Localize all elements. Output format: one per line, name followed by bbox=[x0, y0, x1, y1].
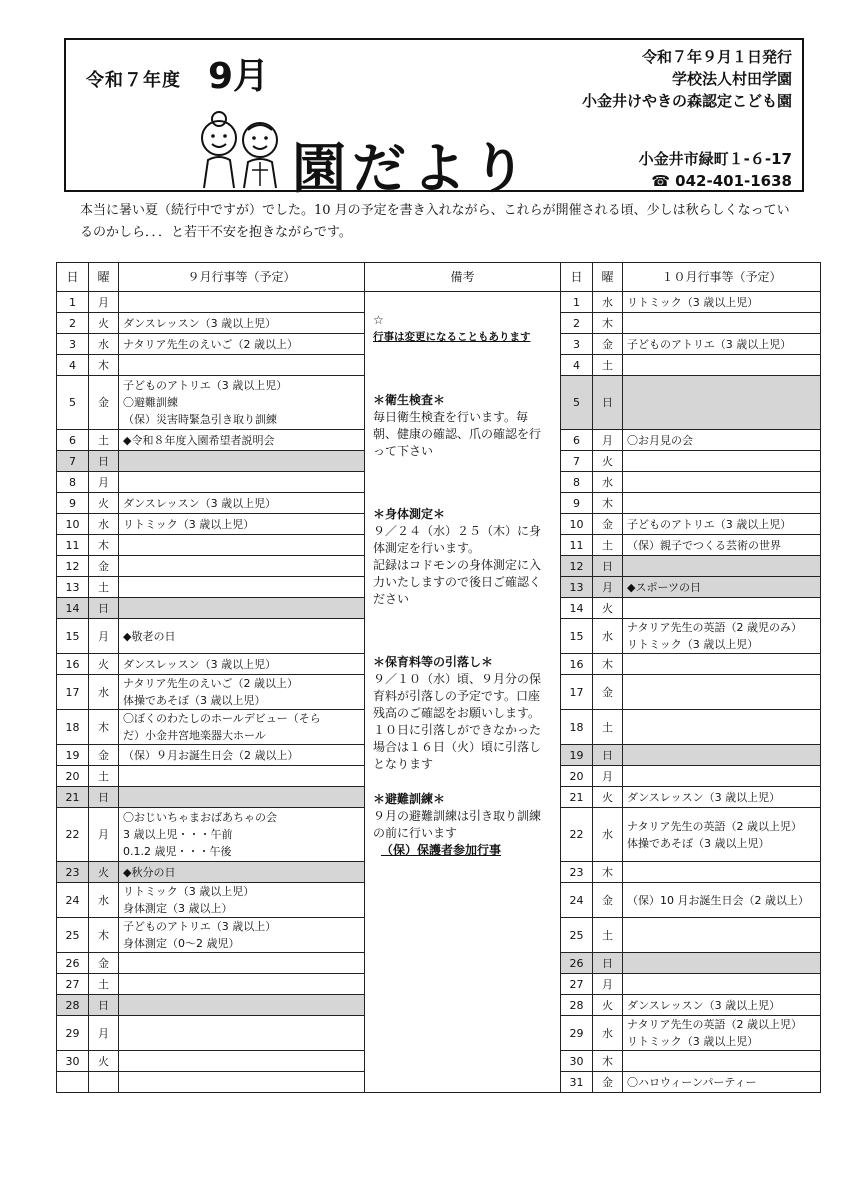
oct-weekday-cell: 日 bbox=[593, 953, 623, 974]
oct-event-cell bbox=[623, 918, 821, 953]
sep-day-cell: 20 bbox=[57, 766, 89, 787]
oct-day-cell: 13 bbox=[561, 577, 593, 598]
sep-weekday-cell bbox=[89, 1072, 119, 1093]
sep-day-cell: 17 bbox=[57, 675, 89, 710]
oct-event-cell bbox=[623, 493, 821, 514]
sep-event-cell bbox=[119, 953, 365, 974]
oct-weekday-cell: 木 bbox=[593, 313, 623, 334]
notes-column bbox=[365, 292, 561, 1093]
oct-weekday-cell: 日 bbox=[593, 745, 623, 766]
sep-weekday-cell: 水 bbox=[89, 883, 119, 918]
sep-event-cell bbox=[119, 598, 365, 619]
oct-event-cell: ダンスレッスン（3 歳以上児） bbox=[623, 995, 821, 1016]
sep-weekday-cell: 月 bbox=[89, 292, 119, 313]
oct-weekday-cell: 水 bbox=[593, 472, 623, 493]
sep-day-cell: 30 bbox=[57, 1051, 89, 1072]
schedule-table bbox=[56, 262, 821, 1093]
sep-event-cell: リトミック（3 歳以上児） 身体測定（3 歳以上） bbox=[119, 883, 365, 918]
oct-weekday-cell: 月 bbox=[593, 974, 623, 995]
oct-event-cell: （保）親子でつくる芸術の世界 bbox=[623, 535, 821, 556]
oct-event-cell: 〇お月見の会 bbox=[623, 430, 821, 451]
sep-day-cell: 25 bbox=[57, 918, 89, 953]
oct-day-cell: 14 bbox=[561, 598, 593, 619]
sep-event-cell bbox=[119, 355, 365, 376]
oct-day-header: 日 bbox=[561, 263, 593, 292]
oct-event-cell: 子どものアトリエ（3 歳以上児） bbox=[623, 514, 821, 535]
oct-weekday-cell: 日 bbox=[593, 376, 623, 430]
sep-event-cell: ダンスレッスン（3 歳以上児） bbox=[119, 493, 365, 514]
hygiene-title: ＊衛生検査＊ bbox=[373, 393, 446, 407]
sep-event-cell: （保）９月お誕生日会（2 歳以上） bbox=[119, 745, 365, 766]
sep-weekday-cell: 水 bbox=[89, 675, 119, 710]
oct-event-cell bbox=[623, 766, 821, 787]
intro-text: 本当に暑い夏（続行中ですが）でした。10 月の予定を書き入れながら、これらが開催される頃、少しは秋らしくなっているのかしら．．．と若干不安を抱きながらです。 bbox=[80, 203, 790, 240]
sep-weekday-cell: 土 bbox=[89, 430, 119, 451]
oct-weekday-cell: 木 bbox=[593, 493, 623, 514]
sep-weekday-cell: 月 bbox=[89, 808, 119, 862]
oct-weekday-cell: 水 bbox=[593, 1016, 623, 1051]
oct-weekday-cell: 金 bbox=[593, 883, 623, 918]
sep-weekday-cell: 月 bbox=[89, 472, 119, 493]
oct-event-cell bbox=[623, 556, 821, 577]
sep-event-cell bbox=[119, 292, 365, 313]
sep-day-cell: 28 bbox=[57, 995, 89, 1016]
sep-day-cell: 24 bbox=[57, 883, 89, 918]
sep-event-cell bbox=[119, 535, 365, 556]
oct-day-cell: 8 bbox=[561, 472, 593, 493]
sep-day-cell: 4 bbox=[57, 355, 89, 376]
sep-day-cell: 5 bbox=[57, 376, 89, 430]
sep-weekday-cell: 金 bbox=[89, 745, 119, 766]
oct-event-cell bbox=[623, 953, 821, 974]
sep-event-cell: ナタリア先生のえいご（2 歳以上） 体操であそぼ（3 歳以上児） bbox=[119, 675, 365, 710]
oct-day-cell: 17 bbox=[561, 675, 593, 710]
oct-weekday-cell: 土 bbox=[593, 710, 623, 745]
oct-day-cell: 12 bbox=[561, 556, 593, 577]
oct-weekday-cell: 金 bbox=[593, 514, 623, 535]
table-header-row bbox=[57, 263, 821, 292]
sep-weekday-cell: 水 bbox=[89, 334, 119, 355]
drill-body: ９月の避難訓練は引き取り訓練の前に行います bbox=[373, 809, 542, 840]
sep-day-cell: 26 bbox=[57, 953, 89, 974]
sep-day-cell bbox=[57, 1072, 89, 1093]
sep-event-cell bbox=[119, 556, 365, 577]
sep-day-cell: 12 bbox=[57, 556, 89, 577]
oct-weekday-cell: 金 bbox=[593, 675, 623, 710]
oct-weekday-cell: 火 bbox=[593, 598, 623, 619]
sep-day-cell: 29 bbox=[57, 1016, 89, 1051]
school-name: 小金井けやきの森認定こども園 bbox=[581, 92, 792, 110]
publish-date: 令和７年９月１日発行 bbox=[641, 48, 792, 66]
sep-event-cell: 〇ぼくのわたしのホールデビュー（そら だ）小金井宮地楽器大ホール bbox=[119, 710, 365, 745]
sep-event-cell: 子どものアトリエ（3 歳以上児） 〇避難訓練 （保）災害時緊急引き取り訓練 bbox=[119, 376, 365, 430]
sep-weekday-cell: 木 bbox=[89, 710, 119, 745]
oct-weekday-cell: 水 bbox=[593, 292, 623, 313]
sep-event-cell: ナタリア先生のえいご（2 歳以上） bbox=[119, 334, 365, 355]
sep-event-cell: 〇おじいちゃまおばあちゃの会 3 歳以上児・・・午前 0.1.2 歳児・・・午後 bbox=[119, 808, 365, 862]
oct-day-cell: 28 bbox=[561, 995, 593, 1016]
oct-day-cell: 30 bbox=[561, 1051, 593, 1072]
oct-events-header: １０月行事等（予定） bbox=[623, 263, 821, 292]
oct-day-cell: 19 bbox=[561, 745, 593, 766]
oct-day-cell: 10 bbox=[561, 514, 593, 535]
notes-header: 備考 bbox=[365, 263, 561, 292]
oct-event-cell bbox=[623, 313, 821, 334]
measure-body-2: 記録はコドモンの身体測定に入力いたしますので後日ご確認ください bbox=[373, 558, 542, 606]
oct-event-cell: （保）10 月お誕生日会（2 歳以上） bbox=[623, 883, 821, 918]
fee-body: ９／１０（水）頃、９月分の保育料が引落しの予定です。口座残高のご確認をお願いします。１０日に引落しができなかった場合は１６日（火）頃に引落しとなります bbox=[373, 672, 542, 771]
month-label: 9月 bbox=[208, 56, 270, 97]
oct-weekday-cell: 月 bbox=[593, 430, 623, 451]
oct-day-cell: 15 bbox=[561, 619, 593, 654]
fee-title: ＊保育料等の引落し＊ bbox=[373, 655, 494, 669]
sep-event-cell bbox=[119, 1016, 365, 1051]
sep-day-cell: 6 bbox=[57, 430, 89, 451]
oct-event-cell: ◆スポーツの日 bbox=[623, 577, 821, 598]
oct-weekday-cell: 水 bbox=[593, 808, 623, 862]
sep-event-cell: ダンスレッスン（3 歳以上児） bbox=[119, 313, 365, 334]
oct-event-cell bbox=[623, 355, 821, 376]
oct-day-cell: 9 bbox=[561, 493, 593, 514]
sep-event-cell bbox=[119, 451, 365, 472]
guardian-note: （保）保護者参加行事 bbox=[381, 843, 502, 857]
oct-day-cell: 18 bbox=[561, 710, 593, 745]
oct-event-cell bbox=[623, 472, 821, 493]
oct-weekday-cell: 土 bbox=[593, 355, 623, 376]
oct-day-cell: 20 bbox=[561, 766, 593, 787]
oct-day-cell: 24 bbox=[561, 883, 593, 918]
sep-day-cell: 11 bbox=[57, 535, 89, 556]
sep-event-cell bbox=[119, 1051, 365, 1072]
sep-day-cell: 16 bbox=[57, 654, 89, 675]
oct-day-cell: 6 bbox=[561, 430, 593, 451]
sep-weekday-cell: 火 bbox=[89, 654, 119, 675]
sep-day-cell: 13 bbox=[57, 577, 89, 598]
sep-weekday-cell: 日 bbox=[89, 787, 119, 808]
address: 小金井市緑町１‐６‐17 bbox=[638, 150, 792, 168]
sep-day-cell: 3 bbox=[57, 334, 89, 355]
sep-weekday-cell: 木 bbox=[89, 355, 119, 376]
oct-weekday-cell: 木 bbox=[593, 654, 623, 675]
sep-event-cell: 子どものアトリエ（3 歳以上） 身体測定（0〜2 歳児） bbox=[119, 918, 365, 953]
oct-weekday-cell: 土 bbox=[593, 918, 623, 953]
oct-event-cell: 〇ハロウィーンパーティー bbox=[623, 1072, 821, 1093]
oct-day-cell: 27 bbox=[561, 974, 593, 995]
oct-event-cell bbox=[623, 376, 821, 430]
oct-day-cell: 5 bbox=[561, 376, 593, 430]
corporation-name: 学校法人村田学園 bbox=[671, 70, 792, 88]
oct-day-cell: 3 bbox=[561, 334, 593, 355]
oct-event-cell bbox=[623, 675, 821, 710]
sep-day-cell: 2 bbox=[57, 313, 89, 334]
oct-weekday-cell: 火 bbox=[593, 451, 623, 472]
contact-block bbox=[639, 148, 792, 192]
oct-weekday-header: 曜 bbox=[593, 263, 623, 292]
sep-event-cell: ◆敬老の日 bbox=[119, 619, 365, 654]
sep-day-cell: 19 bbox=[57, 745, 89, 766]
sep-weekday-cell: 日 bbox=[89, 451, 119, 472]
oct-weekday-cell: 水 bbox=[593, 619, 623, 654]
measure-body-1: ９／２４（水）２５（木）に身体測定を行います。 bbox=[373, 524, 542, 555]
oct-event-cell bbox=[623, 1051, 821, 1072]
oct-day-cell: 31 bbox=[561, 1072, 593, 1093]
sep-event-cell: ◆令和８年度入園希望者説明会 bbox=[119, 430, 365, 451]
sep-day-cell: 27 bbox=[57, 974, 89, 995]
sep-weekday-cell: 水 bbox=[89, 514, 119, 535]
oct-weekday-cell: 月 bbox=[593, 766, 623, 787]
drill-title: ＊避難訓練＊ bbox=[373, 792, 446, 806]
oct-event-cell: 子どものアトリエ（3 歳以上児） bbox=[623, 334, 821, 355]
oct-day-cell: 25 bbox=[561, 918, 593, 953]
sep-day-cell: 23 bbox=[57, 862, 89, 883]
oct-weekday-cell: 火 bbox=[593, 787, 623, 808]
sep-weekday-cell: 金 bbox=[89, 376, 119, 430]
oct-day-cell: 11 bbox=[561, 535, 593, 556]
sep-weekday-cell: 土 bbox=[89, 577, 119, 598]
measure-title: ＊身体測定＊ bbox=[373, 507, 446, 521]
phone-number: ☎ 042‐401‐1638 bbox=[651, 172, 792, 190]
sep-day-cell: 1 bbox=[57, 292, 89, 313]
sep-weekday-cell: 火 bbox=[89, 862, 119, 883]
sep-weekday-cell: 月 bbox=[89, 1016, 119, 1051]
sep-event-cell: ダンスレッスン（3 歳以上児） bbox=[119, 654, 365, 675]
oct-day-cell: 2 bbox=[561, 313, 593, 334]
table-row bbox=[57, 292, 821, 313]
oct-day-cell: 26 bbox=[561, 953, 593, 974]
oct-event-cell: ナタリア先生の英語（2 歳児のみ） リトミック（3 歳以上児） bbox=[623, 619, 821, 654]
sep-weekday-cell: 金 bbox=[89, 556, 119, 577]
grandparents-illustration-icon bbox=[192, 110, 288, 190]
sep-day-cell: 9 bbox=[57, 493, 89, 514]
oct-event-cell bbox=[623, 710, 821, 745]
sep-day-cell: 21 bbox=[57, 787, 89, 808]
oct-weekday-cell: 日 bbox=[593, 556, 623, 577]
sep-weekday-cell: 火 bbox=[89, 313, 119, 334]
oct-event-cell: ダンスレッスン（3 歳以上児） bbox=[623, 787, 821, 808]
sep-event-cell bbox=[119, 995, 365, 1016]
sep-event-cell: リトミック（3 歳以上児） bbox=[119, 514, 365, 535]
sep-event-cell bbox=[119, 472, 365, 493]
sep-weekday-cell: 火 bbox=[89, 1051, 119, 1072]
sep-weekday-header: 曜 bbox=[89, 263, 119, 292]
oct-event-cell bbox=[623, 598, 821, 619]
oct-weekday-cell: 月 bbox=[593, 577, 623, 598]
oct-event-cell bbox=[623, 451, 821, 472]
sep-weekday-cell: 日 bbox=[89, 995, 119, 1016]
sep-event-cell bbox=[119, 787, 365, 808]
sep-day-cell: 10 bbox=[57, 514, 89, 535]
oct-day-cell: 22 bbox=[561, 808, 593, 862]
star-icon: ☆ bbox=[373, 313, 384, 327]
sep-day-cell: 14 bbox=[57, 598, 89, 619]
oct-event-cell bbox=[623, 654, 821, 675]
sep-event-cell bbox=[119, 1072, 365, 1093]
oct-weekday-cell: 木 bbox=[593, 1051, 623, 1072]
sep-weekday-cell: 金 bbox=[89, 953, 119, 974]
sep-weekday-cell: 火 bbox=[89, 493, 119, 514]
sep-event-cell bbox=[119, 766, 365, 787]
oct-day-cell: 1 bbox=[561, 292, 593, 313]
oct-event-cell: リトミック（3 歳以上児） bbox=[623, 292, 821, 313]
sep-events-header: ９月行事等（予定） bbox=[119, 263, 365, 292]
newsletter-title: 園だより bbox=[292, 137, 532, 200]
sep-day-cell: 22 bbox=[57, 808, 89, 862]
oct-event-cell bbox=[623, 974, 821, 995]
oct-day-cell: 21 bbox=[561, 787, 593, 808]
sep-day-header: 日 bbox=[57, 263, 89, 292]
oct-day-cell: 29 bbox=[561, 1016, 593, 1051]
oct-day-cell: 23 bbox=[561, 862, 593, 883]
oct-weekday-cell: 木 bbox=[593, 862, 623, 883]
sep-day-cell: 7 bbox=[57, 451, 89, 472]
publisher-block bbox=[582, 46, 792, 112]
oct-event-cell bbox=[623, 745, 821, 766]
oct-weekday-cell: 土 bbox=[593, 535, 623, 556]
sep-day-cell: 8 bbox=[57, 472, 89, 493]
sep-event-cell: ◆秋分の日 bbox=[119, 862, 365, 883]
sep-weekday-cell: 木 bbox=[89, 918, 119, 953]
oct-day-cell: 7 bbox=[561, 451, 593, 472]
sep-weekday-cell: 木 bbox=[89, 535, 119, 556]
sep-weekday-cell: 月 bbox=[89, 619, 119, 654]
sep-event-cell bbox=[119, 974, 365, 995]
oct-event-cell bbox=[623, 862, 821, 883]
sep-weekday-cell: 日 bbox=[89, 598, 119, 619]
sep-weekday-cell: 土 bbox=[89, 766, 119, 787]
sep-day-cell: 15 bbox=[57, 619, 89, 654]
oct-day-cell: 16 bbox=[561, 654, 593, 675]
oct-weekday-cell: 金 bbox=[593, 334, 623, 355]
header-box bbox=[64, 38, 804, 200]
oct-weekday-cell: 火 bbox=[593, 995, 623, 1016]
sep-day-cell: 18 bbox=[57, 710, 89, 745]
oct-event-cell: ナタリア先生の英語（2 歳以上児） リトミック（3 歳以上児） bbox=[623, 1016, 821, 1051]
era-label: 令和７年度 bbox=[86, 70, 181, 91]
oct-event-cell: ナタリア先生の英語（2 歳以上児） 体操であそぼ（3 歳以上児） bbox=[623, 808, 821, 862]
hygiene-body: 毎日衛生検査を行います。毎朝、健康の確認、爪の確認を行って下さい bbox=[373, 410, 542, 458]
sep-event-cell bbox=[119, 577, 365, 598]
oct-day-cell: 4 bbox=[561, 355, 593, 376]
change-notice: 行事は変更になることもあります bbox=[373, 331, 531, 343]
oct-weekday-cell: 金 bbox=[593, 1072, 623, 1093]
sep-weekday-cell: 土 bbox=[89, 974, 119, 995]
